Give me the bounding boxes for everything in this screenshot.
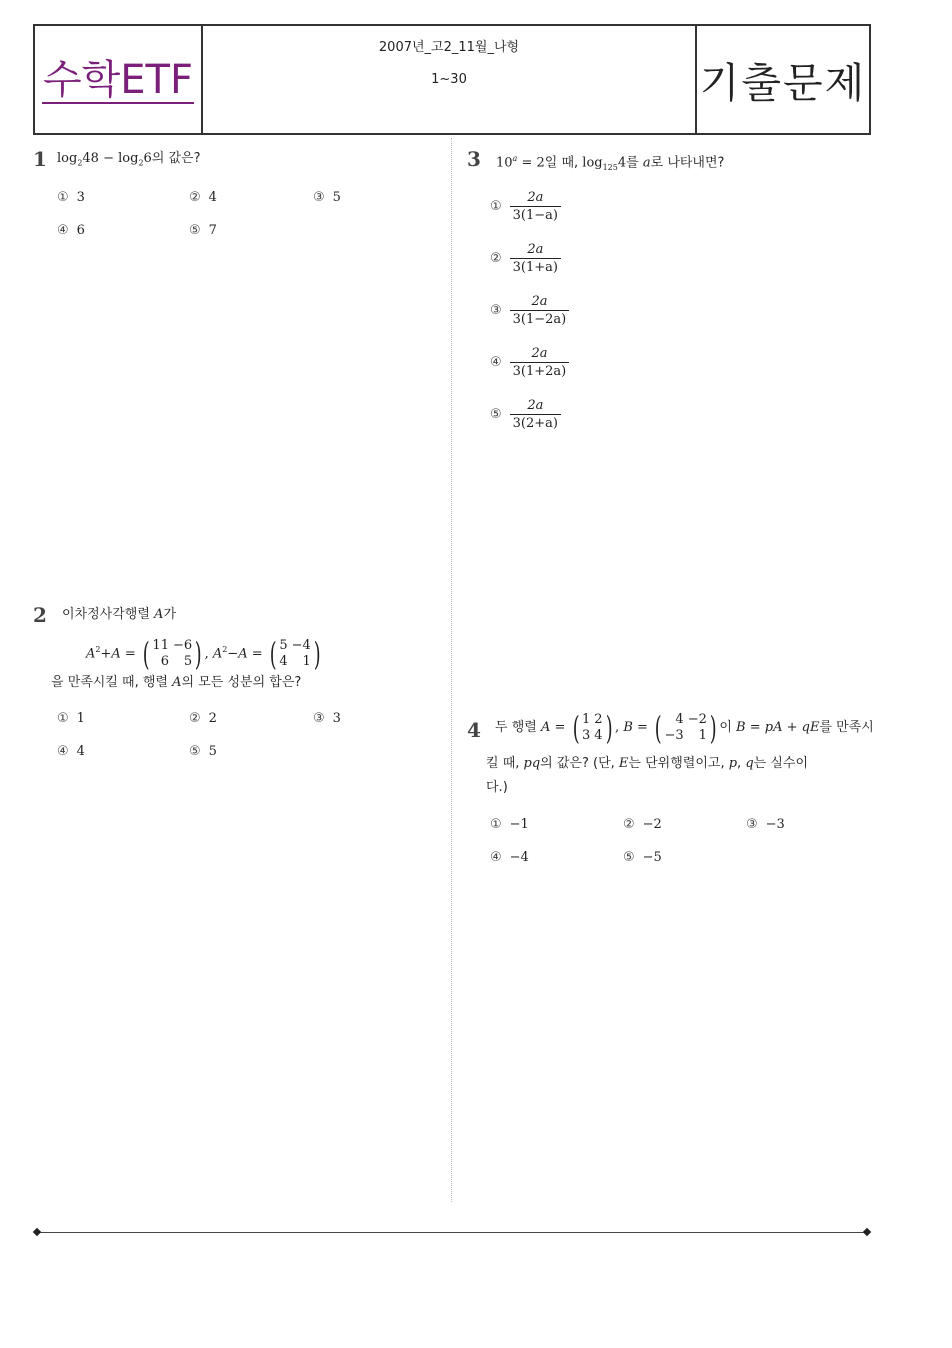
- choice-mark: ⑤: [189, 744, 201, 759]
- question-text: 를 만족시: [819, 720, 874, 735]
- choice-value: −4: [509, 850, 529, 865]
- log-argument: 4: [617, 155, 627, 171]
- fraction-numerator: 2a: [531, 346, 548, 361]
- matrix-entries: [582, 712, 603, 744]
- choice-value: 4: [76, 744, 85, 759]
- choice-mark: ③: [746, 817, 758, 832]
- fraction: [510, 242, 561, 275]
- equation-lhs: −A =: [227, 646, 263, 662]
- choice-mark: ⑤: [189, 223, 201, 238]
- brand-logo: 수학ETF: [43, 56, 193, 103]
- question-1-text: [57, 150, 201, 173]
- intro-text: 이차정사각행렬: [62, 607, 155, 622]
- choice-mark: ③: [313, 190, 325, 205]
- q2-choice-4[interactable]: [57, 744, 85, 759]
- matrix-entry: 5: [183, 653, 193, 669]
- choice-mark: ③: [490, 303, 502, 318]
- separator: ,: [204, 646, 213, 662]
- matrix-a: [570, 708, 616, 747]
- column-divider: [451, 138, 452, 1202]
- log-base: 2: [77, 158, 83, 168]
- variable: q: [745, 756, 754, 771]
- choice-value: −1: [509, 817, 529, 832]
- fraction: [510, 398, 561, 431]
- question-number-4: 4: [467, 718, 481, 742]
- matrix-entry: 11: [152, 637, 169, 653]
- choice-mark: ②: [189, 190, 201, 205]
- question-text: 일 때,: [544, 155, 583, 171]
- fraction-numerator: 2a: [527, 398, 544, 413]
- diamond-left-icon: [33, 1228, 41, 1236]
- equation-lhs: B =: [623, 720, 648, 735]
- question-text: 는 실수이: [753, 756, 809, 771]
- choice-mark: ②: [490, 251, 502, 266]
- variable: E: [618, 756, 629, 771]
- variable: p: [728, 756, 738, 771]
- choice-value: 5: [332, 190, 341, 205]
- exam-header: [33, 24, 871, 135]
- matrix-entries: [665, 712, 707, 744]
- choice-mark: ④: [490, 850, 502, 865]
- q2-choice-1[interactable]: [57, 711, 85, 726]
- choice-value: 4: [208, 190, 217, 205]
- question-text: 킬 때,: [486, 756, 524, 771]
- choice-mark: ④: [490, 355, 502, 370]
- choice-value: 6: [76, 223, 85, 238]
- q1-choice-2[interactable]: [189, 190, 217, 205]
- matrix-entry: 1: [582, 711, 591, 727]
- fraction-denominator: 3(1+a): [510, 258, 561, 275]
- fraction-denominator: 3(2+a): [510, 414, 561, 431]
- question-number-1: 1: [33, 147, 47, 171]
- fraction: [510, 190, 561, 223]
- question-2-equations: [86, 632, 323, 672]
- choice-value: 1: [76, 711, 85, 726]
- matrix-2: [267, 634, 323, 673]
- q1-choice-3[interactable]: [313, 190, 341, 205]
- log-base: 125: [602, 162, 618, 172]
- choice-mark: ②: [189, 711, 201, 726]
- q4-choice-4[interactable]: [490, 850, 529, 865]
- question-text: 를: [626, 155, 643, 171]
- q4-choice-2[interactable]: [623, 817, 662, 832]
- intro-text: 가: [163, 607, 176, 622]
- choice-mark: ④: [57, 744, 69, 759]
- fraction: [510, 294, 570, 327]
- question-text: 는 단위행렬이고,: [628, 756, 729, 771]
- exponent: 2: [95, 645, 101, 654]
- log-base: 2: [138, 158, 144, 168]
- left-paren: (: [572, 708, 580, 747]
- log-function: log: [57, 151, 78, 166]
- equation-lhs: +A =: [100, 646, 136, 662]
- matrix-entry: 4: [279, 653, 288, 669]
- matrix-entry: 1: [302, 653, 311, 669]
- choice-mark: ①: [57, 190, 69, 205]
- choice-value: −3: [765, 817, 785, 832]
- matrix-entry: −4: [291, 637, 311, 653]
- left-paren: (: [654, 708, 662, 747]
- matrix-variable: A: [154, 607, 164, 622]
- question-2-intro: [62, 606, 176, 624]
- q3-choice-2[interactable]: [490, 242, 561, 275]
- right-paren: ): [313, 634, 321, 673]
- matrix-entry: −6: [172, 637, 193, 653]
- condition-text: 을 만족시킬 때, 행렬: [51, 675, 173, 690]
- choice-value: −5: [642, 850, 662, 865]
- equation-lhs: A =: [540, 720, 566, 735]
- question-tail: 의 값은?: [151, 151, 201, 166]
- choice-value: 5: [208, 744, 217, 759]
- matrix-entry: 4: [675, 711, 684, 727]
- choice-mark: ④: [57, 223, 69, 238]
- choice-value: 3: [332, 711, 341, 726]
- log-argument: 48: [82, 151, 99, 166]
- choice-mark: ①: [490, 817, 502, 832]
- choice-value: 3: [76, 190, 85, 205]
- question-number-2: 2: [33, 603, 47, 627]
- question-text: 두 행렬: [495, 720, 541, 735]
- fraction-denominator: 3(1+2a): [510, 362, 570, 379]
- q3-choice-1[interactable]: [490, 190, 561, 223]
- fraction-denominator: 3(1−a): [510, 206, 561, 223]
- doc-type-cell: [697, 26, 869, 133]
- question-2-condition: [51, 674, 301, 692]
- left-paren: (: [269, 634, 277, 673]
- right-paren: ): [194, 634, 202, 673]
- choice-value: −2: [642, 817, 662, 832]
- relation-expression: B = pA + qE: [736, 720, 820, 735]
- choice-value: 7: [208, 223, 217, 238]
- q2-choice-5[interactable]: [189, 744, 217, 759]
- choice-mark: ②: [623, 817, 635, 832]
- question-text: 이: [719, 720, 737, 735]
- matrix-entry: 6: [160, 653, 169, 669]
- q3-choice-3[interactable]: [490, 294, 569, 327]
- matrix-entry: −3: [664, 727, 684, 743]
- question-4-line-2: [486, 755, 808, 773]
- fraction-numerator: 2a: [531, 294, 548, 309]
- q1-choice-1[interactable]: [57, 190, 85, 205]
- question-4-line-3: 다.): [486, 780, 508, 795]
- choice-mark: ③: [313, 711, 325, 726]
- matrix-entries: [279, 638, 310, 670]
- minus-sign: −: [98, 151, 119, 166]
- equation-lhs: A: [212, 646, 223, 662]
- q4-choice-3[interactable]: [746, 817, 785, 832]
- matrix-entry: 2: [594, 711, 603, 727]
- log-argument: 6: [143, 151, 152, 166]
- separator: ,: [737, 756, 746, 771]
- right-paren: ): [709, 708, 717, 747]
- question-range: 1~30: [431, 72, 467, 87]
- footer-rule: [37, 1232, 867, 1233]
- choice-mark: ①: [57, 711, 69, 726]
- equation-rhs: = 2: [517, 155, 545, 171]
- matrix-entry: −2: [687, 711, 707, 727]
- choice-mark: ⑤: [623, 850, 635, 865]
- matrix-variable: A: [172, 675, 182, 690]
- choice-mark: ⑤: [490, 407, 502, 422]
- choice-mark: ①: [490, 199, 502, 214]
- diamond-right-icon: [863, 1228, 871, 1236]
- matrix-entries: [152, 638, 192, 670]
- q3-choice-4[interactable]: [490, 346, 569, 379]
- variable: pq: [523, 756, 541, 771]
- fraction-denominator: 3(1−2a): [510, 310, 570, 327]
- matrix-entry: 3: [582, 727, 591, 743]
- question-number-3: 3: [467, 147, 481, 171]
- fraction: [510, 346, 570, 379]
- question-4-line-1: [495, 710, 874, 746]
- question-text: 의 값은? (단,: [540, 756, 619, 771]
- choice-value: 2: [208, 711, 217, 726]
- matrix-b: [652, 708, 719, 747]
- left-paren: (: [142, 634, 150, 673]
- right-paren: ): [605, 708, 613, 747]
- exam-title: 2007년_고2_11월_나형: [378, 40, 520, 55]
- log-function: log: [582, 155, 603, 171]
- matrix-entry: 1: [698, 727, 707, 743]
- q4-choice-1[interactable]: [490, 817, 529, 832]
- variable: a: [642, 155, 651, 171]
- matrix-entry: 5: [279, 637, 288, 653]
- q3-choice-5[interactable]: [490, 398, 561, 431]
- exponent: 2: [222, 645, 228, 654]
- matrix-entry: 4: [594, 727, 603, 743]
- exam-info-cell: [203, 26, 697, 133]
- question-3-text: [496, 150, 724, 177]
- fraction-numerator: 2a: [527, 190, 544, 205]
- power-base: 10: [496, 155, 513, 171]
- fraction-numerator: 2a: [527, 242, 544, 257]
- logo-cell: [35, 26, 203, 133]
- equation-lhs: A: [86, 646, 96, 662]
- condition-text: 의 모든 성분의 합은?: [181, 675, 302, 690]
- q2-choice-3[interactable]: [313, 711, 341, 726]
- q1-choice-4[interactable]: [57, 223, 85, 238]
- matrix-1: [140, 634, 205, 673]
- log-function: log: [118, 151, 139, 166]
- q1-choice-5[interactable]: [189, 223, 217, 238]
- q2-choice-2[interactable]: [189, 711, 217, 726]
- exponent: a: [512, 154, 518, 163]
- doc-type-label: 기출문제: [699, 59, 867, 107]
- separator: ,: [615, 720, 624, 735]
- question-text: 로 나타내면?: [650, 155, 725, 171]
- q4-choice-5[interactable]: [623, 850, 662, 865]
